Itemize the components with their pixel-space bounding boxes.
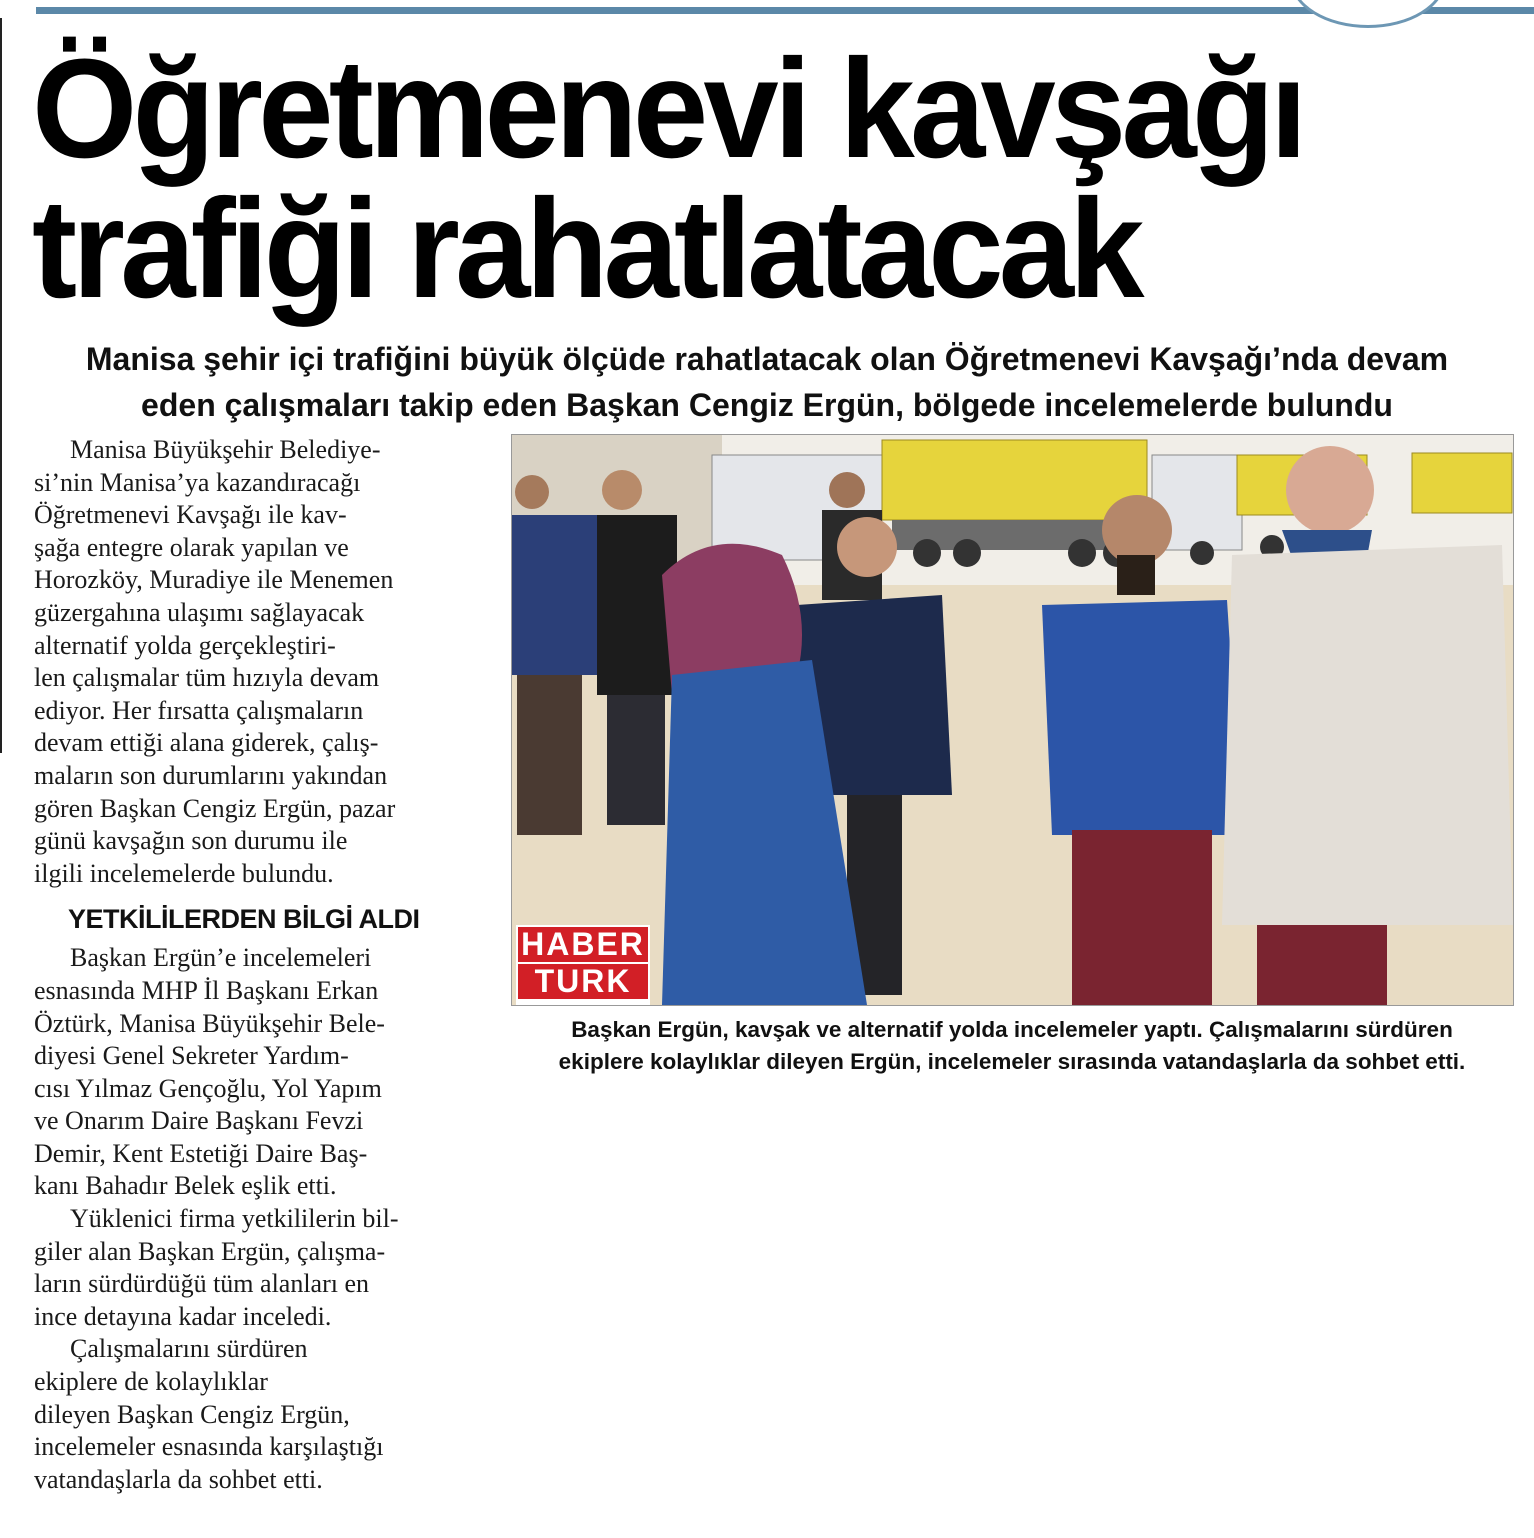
deck-line-2: eden çalışmaları takip eden Başkan Cengiz Ergün, bölgede incelemelerde bulundu (141, 387, 1393, 423)
paragraph-3 (34, 1203, 489, 1333)
headline-line-1: Öğretmenevi kavşağı (32, 29, 1303, 187)
paragraph-4 (34, 1333, 489, 1496)
body-line: ilgili incelemelerde bulundu. (34, 858, 334, 888)
paragraph-2 (34, 942, 489, 1203)
body-line: Demir, Kent Estetiği Daire Baş- (34, 1138, 368, 1168)
deck-line-1: Manisa şehir içi trafiğini büyük ölçüde rahatlatacak olan Öğretmenevi Kavşağı’nda devam (85, 341, 1449, 377)
body-line: Çalışmalarını sürdüren (70, 1334, 308, 1364)
body-line: giler alan Başkan Ergün, çalışma- (34, 1236, 386, 1266)
body-line: alternatif yolda gerçekleştiri- (34, 630, 336, 660)
body-line: cısı Yılmaz Gençoğlu, Yol Yapım (34, 1073, 382, 1103)
body-line: ince detayına kadar inceledi. (34, 1301, 332, 1331)
logo-line-1: HABER (518, 927, 648, 962)
body-line: günü kavşağın son durumu ile (34, 826, 348, 856)
caption-line-1: Başkan Ergün, kavşak ve alternatif yolda incelemeler yaptı. Çalışmalarını sürdüren (571, 1017, 1453, 1042)
body-line: Horozköy, Muradiye ile Menemen (34, 565, 394, 595)
body-line: maların son durumlarını yakından (34, 760, 388, 790)
body-line: dileyen Başkan Cengiz Ergün, (34, 1399, 350, 1429)
body-line: diyesi Genel Sekreter Yardım- (34, 1041, 349, 1071)
photo-caption (504, 1014, 1520, 1078)
subheading: YETKİLİLERDEN BİLGİ ALDI (68, 904, 420, 935)
body-line: gören Başkan Cengiz Ergün, pazar (34, 793, 396, 823)
news-photo (511, 434, 1514, 1006)
body-line: ediyor. Her fırsatta çalışmaların (34, 695, 364, 725)
body-line: len çalışmalar tüm hızıyla devam (34, 663, 380, 693)
body-line: vatandaşlarla da sohbet etti. (34, 1464, 323, 1494)
body-line: si’nin Manisa’ya kazandıracağı (34, 467, 361, 497)
body-line: Yüklenici firma yetkililerin bil- (70, 1204, 399, 1234)
body-line: şağa entegre olarak yapılan ve (34, 532, 349, 562)
headline (32, 29, 1462, 327)
body-line: esnasında MHP İl Başkanı Erkan (34, 975, 379, 1005)
logo-line-2: TURK (518, 964, 648, 999)
body-line: kanı Bahadır Belek eşlik etti. (34, 1171, 337, 1201)
headline-line-2: trafiği rahatlatacak (32, 169, 1140, 327)
body-line: Manisa Büyükşehir Belediye- (70, 435, 381, 464)
body-line: incelemeler esnasında karşılaştığı (34, 1432, 384, 1462)
left-column-rule (0, 18, 2, 753)
body-line: Öğretmenevi Kavşağı ile kav- (34, 500, 347, 530)
paragraph-1 (34, 434, 489, 890)
body-line: Öztürk, Manisa Büyükşehir Bele- (34, 1008, 385, 1038)
body-line: ve Onarım Daire Başkanı Fevzi (34, 1106, 364, 1136)
body-line: devam ettiği alana giderek, çalış- (34, 728, 379, 758)
body-line: ların sürdürdüğü tüm alanları en (34, 1269, 370, 1299)
body-line: güzergahına ulaşımı sağlayacak (34, 597, 365, 627)
photo-illustration (512, 435, 1513, 1005)
deck-subtitle (20, 336, 1514, 428)
body-line: Başkan Ergün’e incelemeleri (70, 943, 372, 973)
body-line: ekiplere de kolaylıklar (34, 1367, 268, 1397)
caption-line-2: ekiplere kolaylıklar dileyen Ergün, incelemeler sırasında vatandaşlarla da sohbet etti. (558, 1049, 1466, 1074)
article-body (34, 434, 489, 1496)
page-corner-ornament (1290, 0, 1446, 28)
haberturk-logo (516, 925, 650, 1005)
